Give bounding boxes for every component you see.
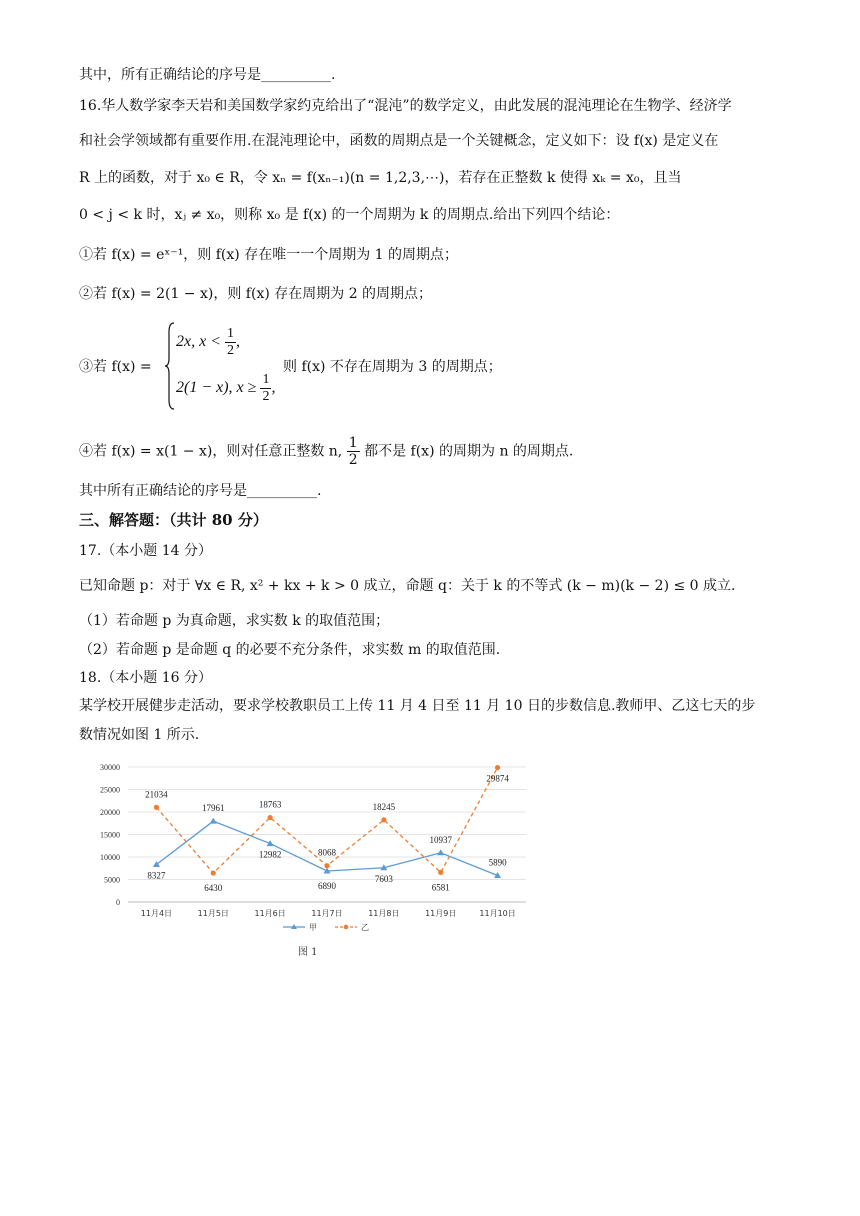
- y-tick-label: 10000: [100, 853, 120, 862]
- q17-part2: （2）若命题 p 是命题 q 的必要不充分条件，求实数 m 的取值范围.: [79, 642, 501, 658]
- x-tick-label: 11月7日: [311, 909, 343, 918]
- blank-line-16: 其中所有正确结论的序号是__________.: [79, 483, 322, 499]
- data-label: 10937: [429, 834, 452, 845]
- y-tick-label: 20000: [100, 808, 120, 817]
- brace-icon: [165, 322, 175, 410]
- legend-marker-yi: [344, 925, 349, 930]
- q18-text-1: 某学校开展健步走活动，要求学校教职员工上传 11 月 4 日至 11 月 10 日的步数信息.教师甲、乙这七天的步: [79, 698, 756, 714]
- q16-definition-2: R 上的函数，对于 x₀ ∈ R，令 xₙ = f(xₙ₋₁)(n = 1,2,3,⋯)，若存在正整数 k 使得 xₖ = x₀，且当: [79, 170, 682, 186]
- x-tick-label: 11月6日: [254, 909, 286, 918]
- y-tick-label: 0: [116, 898, 120, 907]
- data-label: 21034: [145, 789, 168, 800]
- data-point-yi: [438, 870, 443, 875]
- data-label: 18763: [258, 799, 282, 810]
- data-label: 18245: [372, 801, 396, 812]
- y-tick-label: 15000: [100, 830, 120, 840]
- y-tick-label: 25000: [100, 785, 120, 795]
- data-point-yi: [381, 817, 386, 822]
- data-point-yi: [268, 815, 273, 820]
- data-point-yi: [211, 870, 216, 875]
- y-tick-label: 30000: [100, 763, 120, 772]
- q16-definition-3: 0 < j < k 时，xⱼ ≠ x₀，则称 x₀ 是 f(x) 的一个周期为 k 的周期点.给出下列四个结论：: [79, 207, 620, 223]
- q17-text: 已知命题 p：对于 ∀x ∈ R, x² + kx + k > 0 成立，命题 q：关于 k 的不等式 (k − m)(k − 2) ≤ 0 成立.: [79, 578, 736, 594]
- fraction-half: $\frac{1}{2}$: [227, 326, 234, 358]
- data-label: 7603: [374, 873, 393, 884]
- case-1: 2x, x < $\frac{1}{2}$ ,: [176, 326, 240, 358]
- section-heading: 三、解答题：（共计 80 分）: [79, 511, 268, 529]
- x-tick-label: 11月9日: [425, 909, 457, 918]
- data-point-jia: [210, 818, 217, 824]
- conclusion-1: ①若 f(x) = eˣ⁻¹，则 f(x) 存在唯一一个周期为 1 的周期点；: [79, 247, 459, 263]
- q16-intro: 16.华人数学家李天岩和美国数学家约克给出了“混沌”的数学定义，由此发展的混沌理论在生物学、经济学: [79, 98, 732, 114]
- data-point-yi: [495, 765, 500, 770]
- q16-definition-1: 和社会学领域都有重要作用.在混沌理论中，函数的周期点是一个关键概念，定义如下：设 f(x) 是定义在: [79, 133, 719, 149]
- step-count-chart: [78, 755, 538, 940]
- data-label: 29874: [486, 773, 509, 784]
- conclusion-2: ②若 f(x) = 2(1 − x)，则 f(x) 存在周期为 2 的周期点；: [79, 286, 433, 302]
- x-tick-label: 11月5日: [197, 909, 229, 918]
- x-tick-label: 11月4日: [140, 909, 173, 918]
- case-2: 2(1 − x), x ≥ $\frac{1}{2}$ ,: [176, 372, 276, 404]
- data-label: 17961: [202, 803, 225, 814]
- data-label: 8068: [318, 847, 336, 858]
- fraction-half: $\frac{1}{2}$: [348, 435, 358, 468]
- data-label: 6581: [431, 882, 450, 893]
- data-point-yi: [154, 805, 159, 810]
- figure-caption: 图 1: [298, 947, 318, 958]
- conclusion-3-prefix: ③若 f(x) =: [79, 359, 152, 375]
- x-tick-label: 11月10日: [479, 909, 516, 918]
- x-tick-label: 11月8日: [368, 909, 400, 918]
- fraction-half: $\frac{1}{2}$: [262, 372, 270, 404]
- data-point-jia: [437, 849, 444, 855]
- legend-label-yi: 乙: [361, 923, 369, 932]
- data-label: 8327: [147, 870, 166, 881]
- legend-label-jia: 甲: [309, 923, 317, 932]
- q18-text-2: 数情况如图 1 所示.: [79, 727, 200, 743]
- data-label: 6430: [204, 883, 223, 894]
- conclusion-3-suffix: 则 f(x) 不存在周期为 3 的周期点；: [283, 359, 502, 375]
- q17-part1: （1）若命题 p 为真命题，求实数 k 的取值范围；: [79, 613, 390, 629]
- blank-line-15: 其中，所有正确结论的序号是__________.: [79, 67, 336, 83]
- y-tick-label: 5000: [104, 875, 120, 885]
- data-label: 6890: [318, 880, 336, 891]
- data-point-yi: [324, 863, 329, 868]
- conclusion-4: ④若 f(x) = x(1 − x)，则对任意正整数 n, $\frac{1}{2}$ 都不是 f(x) 的周期为 n 的周期点.: [79, 435, 574, 468]
- q17-heading: 17.（本小题 14 分）: [79, 543, 212, 559]
- q18-heading: 18.（本小题 16 分）: [79, 670, 212, 686]
- data-label: 5890: [488, 857, 507, 868]
- data-label: 12982: [258, 849, 282, 860]
